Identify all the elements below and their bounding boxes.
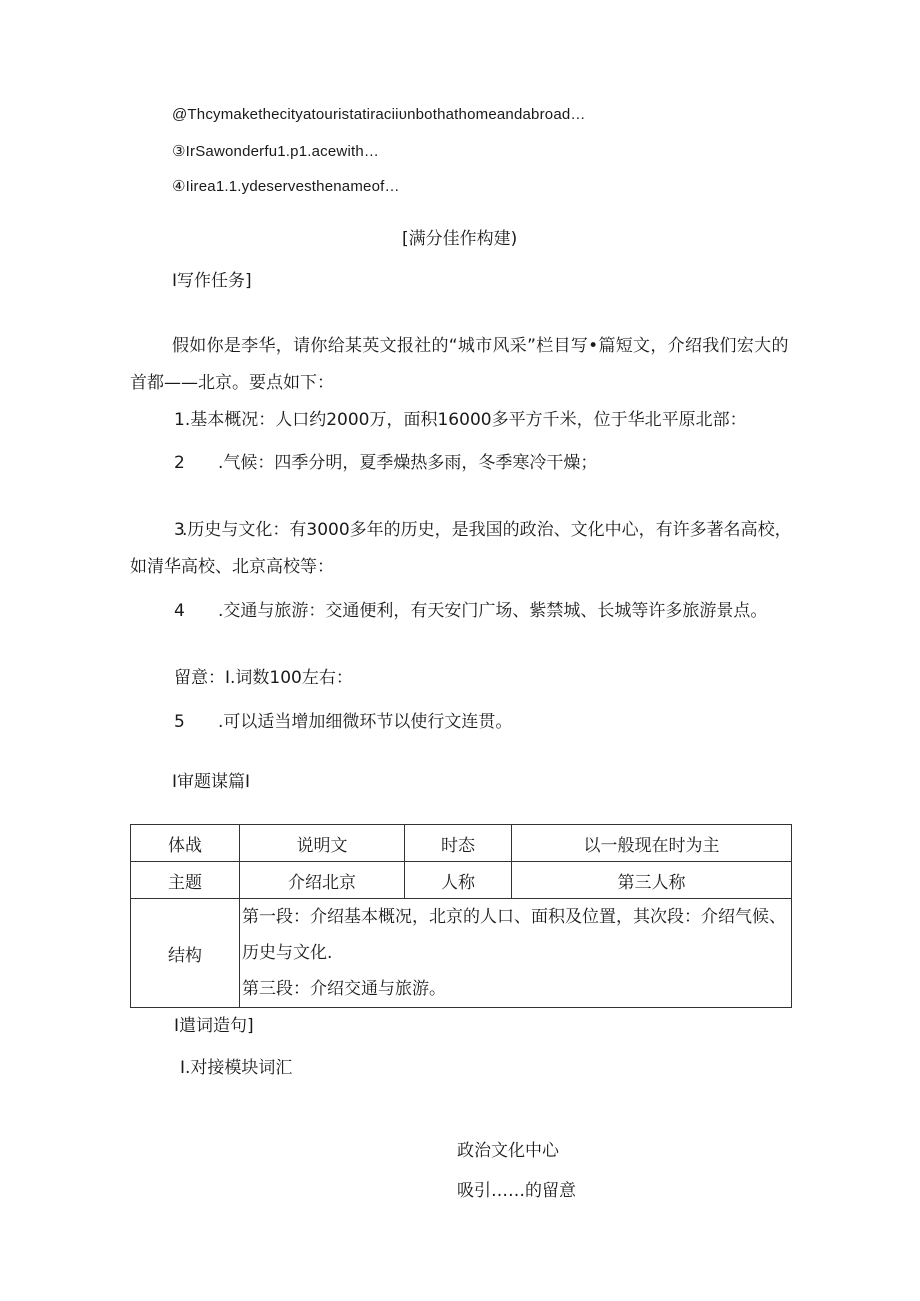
point-number: 1	[174, 410, 185, 430]
table-cell: 第三人称	[512, 862, 792, 899]
table-row	[131, 862, 792, 899]
sentence-1: @Thcymakethecityatouristatiraciiυnbothathomeandabroad…	[172, 106, 586, 123]
table-cell: 以一般现在时为主	[512, 825, 792, 862]
point-3-continued: 如清华高校、北京高校等：	[130, 557, 334, 577]
table-cell: 人称	[405, 862, 512, 899]
table-row	[131, 825, 792, 862]
structure-line: 历史与文化.	[242, 943, 333, 963]
point-number: 5	[174, 712, 185, 732]
point-number: 3	[174, 520, 185, 540]
point-number: 2	[174, 453, 185, 473]
point-text: .气候：四季分明，夏季燥热多雨，冬季寒冷干燥；	[218, 453, 598, 473]
vocab-item: 吸引……的留意	[457, 1181, 576, 1201]
point-text: .交通与旅游：交通便利，有天安门广场、紫禁城、长城等许多旅游景点。	[218, 601, 768, 621]
task-intro-line1: 假如你是李华，请你给某英文报社的“城市风采”栏目写•篇短文，介绍我们宏大的	[172, 336, 789, 356]
vocab-item: 政治文化中心	[457, 1141, 559, 1161]
point-text: .历史与文化：有3000多年的历史，是我国的政治、文化中心，有许多著名高校，	[182, 520, 792, 540]
note-point-5	[174, 711, 512, 733]
point-4	[174, 600, 767, 622]
point-number: 4	[174, 601, 185, 621]
plan-table	[130, 824, 792, 1008]
vocab-subheading: I.对接模块词汇	[180, 1058, 293, 1078]
table-row	[131, 899, 792, 1008]
point-3	[174, 519, 792, 541]
sentence-4: ④Iirea1.1.ydeservesthenameof…	[172, 178, 400, 195]
table-cell: 说明文	[240, 825, 405, 862]
structure-cell	[240, 899, 792, 1008]
vocab-heading: I遣词造句]	[174, 1016, 254, 1036]
sentence-3: ③IrSawonderfu1.p1.acewith…	[172, 143, 380, 160]
point-2	[174, 452, 597, 474]
table-cell: 主题	[131, 862, 240, 899]
table-cell: 时态	[405, 825, 512, 862]
table-cell: 体战	[131, 825, 240, 862]
task-heading: I写作任务]	[172, 271, 252, 291]
section-title: [满分佳作构建)	[402, 229, 518, 249]
point-text: .可以适当增加细微环节以使行文连贯。	[218, 712, 513, 732]
review-heading: I审题谋篇I	[172, 772, 251, 792]
point-1	[174, 409, 747, 431]
structure-line: 第一段：介绍基本概况，北京的人口、面积及位置，其次段：介绍气候、	[242, 907, 786, 927]
note-line: 留意：I.词数100左右：	[174, 668, 353, 688]
table-cell: 结构	[131, 899, 240, 1008]
point-text: .基本概况：人口约2000万，面积16000多平方千米，位于华北平原北部：	[184, 410, 747, 430]
table-cell: 介绍北京	[240, 862, 405, 899]
task-intro-line2: 首都——北京。要点如下：	[130, 373, 334, 393]
structure-line: 第三段：介绍交通与旅游。	[242, 979, 446, 999]
